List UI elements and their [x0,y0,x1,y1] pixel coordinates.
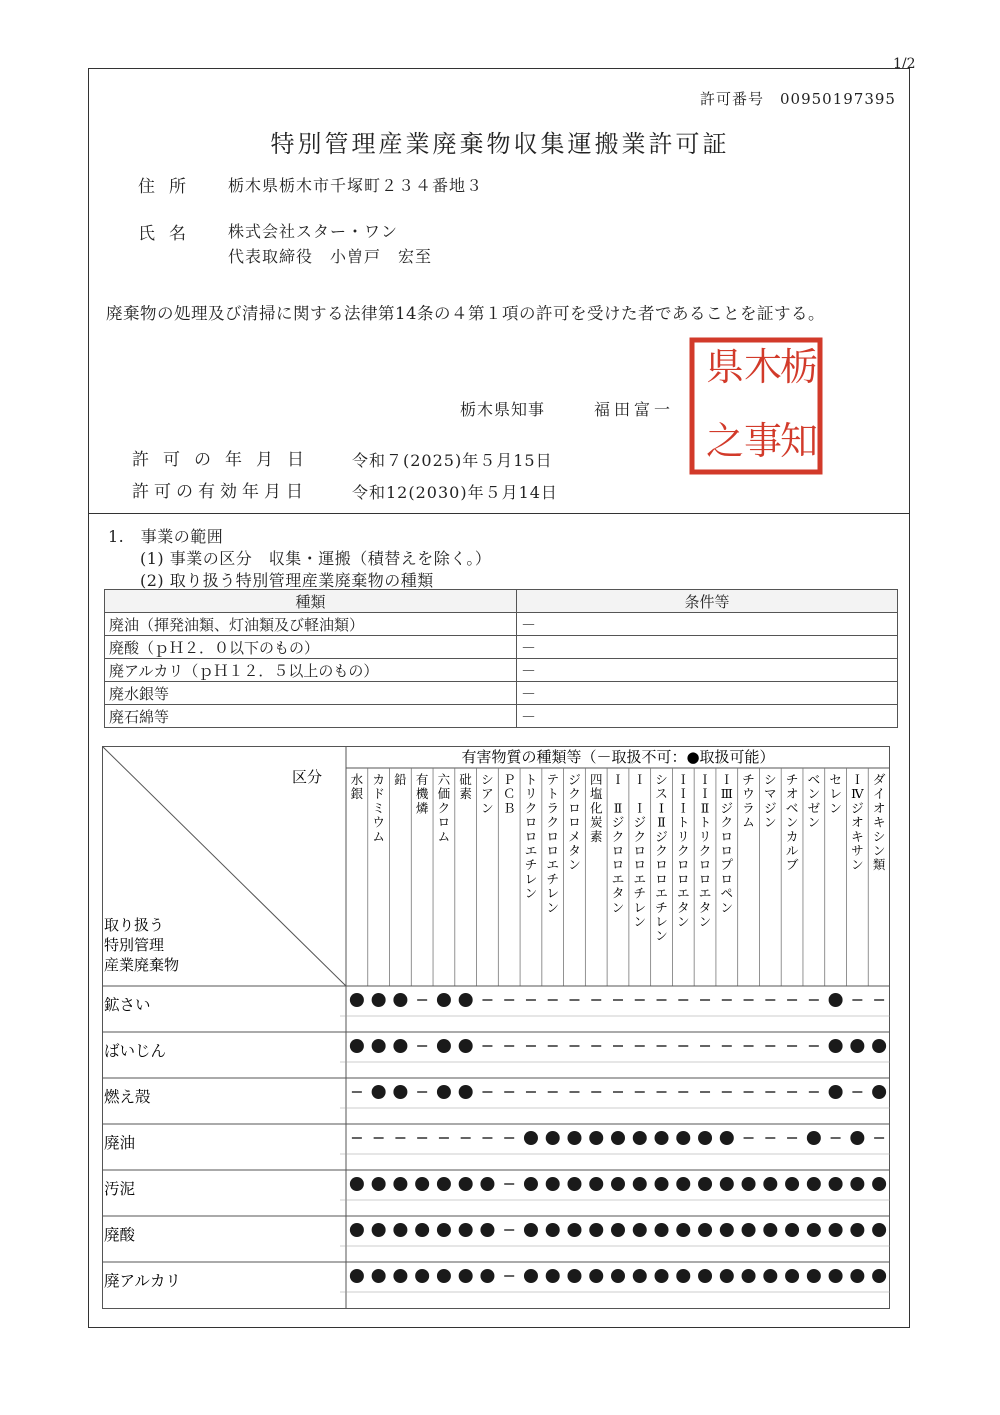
corner-top-label: 区分 [292,768,323,786]
available-dot [698,1177,712,1191]
official-seal [688,336,824,476]
available-dot [524,1177,538,1191]
column-header: 六価クロム [437,772,451,844]
available-dot [459,993,473,1007]
available-dot [393,1039,407,1053]
available-dot [807,1223,821,1237]
column-header: カドミウム [372,772,385,844]
waste-type-cell: 廃水銀等 [105,682,517,705]
available-dot [437,1177,451,1191]
waste-types-heading: (2) 取り扱う特別管理産業廃棄物の種類 [140,571,434,590]
available-dot [546,1131,560,1145]
available-dot [829,1269,843,1283]
row-label: 汚泥 [104,1180,136,1198]
available-dot [372,1223,386,1237]
available-dot [872,1085,886,1099]
available-dot [459,1177,473,1191]
available-dot [350,1223,364,1237]
available-dot [546,1223,560,1237]
permit-date-value: 令和７(2025)年５月15日 [352,451,553,470]
available-dot [829,1085,843,1099]
available-dot [524,1223,538,1237]
available-dot [850,1039,864,1053]
representative: 代表取締役 小曽戸 宏至 [228,247,433,266]
available-dot [524,1131,538,1145]
available-dot [459,1039,473,1053]
column-header: チウラム [742,772,755,830]
available-dot [850,1269,864,1283]
available-dot [633,1177,647,1191]
condition-header: 条件等 [517,590,898,613]
company-name: 株式会社スター・ワン [228,222,399,241]
available-dot [437,1223,451,1237]
column-header: テトラクロロエチレン [546,772,559,915]
waste-type-cell: 廃石綿等 [105,705,517,728]
page-number: 1/2 [893,56,916,72]
available-dot [763,1269,777,1283]
available-dot [567,1177,581,1191]
available-dot [742,1223,756,1237]
available-dot [480,1177,494,1191]
available-dot [372,1039,386,1053]
available-dot [459,1085,473,1099]
column-header: ベンゼン [807,772,821,830]
available-dot [872,1223,886,1237]
available-dot [459,1223,473,1237]
available-dot [372,1269,386,1283]
waste-type-cell: 廃酸（ｐＨ２．０以下のもの） [105,636,517,659]
waste-type-cell: 廃アルカリ（ｐＨ１２．５以上のもの） [105,659,517,682]
available-dot [567,1131,581,1145]
column-header: 四塩化炭素 [589,772,603,844]
seal-character: 栃 [780,345,819,389]
available-dot [372,1177,386,1191]
available-dot [872,1177,886,1191]
available-dot [742,1177,756,1191]
available-dot [437,1085,451,1099]
column-header: Ｉ Ⅱ ジクロロエタン [611,772,625,915]
condition-cell: － [517,682,898,705]
available-dot [850,1131,864,1145]
column-header: シアン [481,772,494,816]
available-dot [611,1177,625,1191]
available-dot [437,1269,451,1283]
available-dot [546,1177,560,1191]
available-dot [698,1223,712,1237]
table-row [105,705,898,728]
available-dot [807,1177,821,1191]
column-header: Ｉ Ｉジクロロエチレン [633,772,647,929]
available-dot [459,1269,473,1283]
column-header: ＩＩ Ⅱ トリクロロエタン [698,772,712,929]
condition-cell: － [517,659,898,682]
type-header: 種類 [105,590,517,613]
available-dot [829,1177,843,1191]
column-header: 有機燐 [415,772,429,816]
table-row [105,682,898,705]
column-header: トリクロロエチレン [524,772,538,901]
available-dot [633,1131,647,1145]
available-dot [785,1223,799,1237]
available-dot [393,1269,407,1283]
available-dot [546,1269,560,1283]
available-dot [415,1177,429,1191]
available-dot [655,1269,669,1283]
available-dot [633,1223,647,1237]
corner-bottom-label: 取り扱う [104,916,165,934]
table-row [105,659,898,682]
column-header: 砒素 [459,772,472,802]
available-dot [872,1269,886,1283]
available-dot [720,1269,734,1283]
available-dot [763,1177,777,1191]
valid-date-label: 許可の有効年月日 [132,482,308,502]
available-dot [350,1177,364,1191]
table-row [105,636,898,659]
column-header: ダイオキシン類 [872,772,886,873]
waste-type-cell: 廃油（揮発油類、灯油類及び軽油類） [105,613,517,636]
available-dot [372,1085,386,1099]
condition-cell: － [517,705,898,728]
column-header: 鉛 [394,772,407,787]
available-dot [698,1269,712,1283]
row-label: 廃油 [104,1134,136,1152]
available-dot [415,1269,429,1283]
row-label: 燃え殻 [104,1088,151,1106]
row-label: 廃アルカリ [104,1272,181,1290]
available-dot [350,1269,364,1283]
available-dot [589,1177,603,1191]
governor-title: 栃木県知事 [460,400,546,419]
seal-character: 事 [744,419,783,463]
available-dot [589,1131,603,1145]
available-dot [807,1269,821,1283]
available-dot [372,993,386,1007]
column-header: ＰＣＢ [502,772,516,816]
available-dot [785,1269,799,1283]
available-dot [480,1223,494,1237]
available-dot [676,1131,690,1145]
available-dot [480,1269,494,1283]
condition-cell: － [517,613,898,636]
available-dot [850,1223,864,1237]
available-dot [567,1223,581,1237]
available-dot [807,1131,821,1145]
governor-name: 福田富一 [594,400,675,419]
available-dot [829,993,843,1007]
address-label: 住所 [138,177,200,197]
column-header: 水銀 [350,772,364,802]
available-dot [872,1039,886,1053]
available-dot [524,1269,538,1283]
available-dot [742,1269,756,1283]
column-header: ジクロロメタン [568,772,581,873]
available-dot [567,1269,581,1283]
available-dot [393,1085,407,1099]
seal-character: 木 [744,345,783,389]
available-dot [437,1039,451,1053]
available-dot [393,993,407,1007]
available-dot [785,1177,799,1191]
name-label: 氏名 [138,224,200,244]
column-header: Ｉ Ⅲ ジクロロプロペン [720,772,734,915]
seal-character: 知 [780,419,819,463]
permit-date-label: 許可の年月日 [132,450,318,470]
available-dot [763,1223,777,1237]
corner-bottom-label: 産業廃棄物 [104,956,180,974]
available-dot [720,1131,734,1145]
row-label: 鉱さい [104,996,151,1014]
available-dot [633,1269,647,1283]
corner-bottom-label: 特別管理 [104,936,165,954]
available-dot [611,1269,625,1283]
available-dot [655,1177,669,1191]
available-dot [611,1131,625,1145]
available-dot [720,1177,734,1191]
available-dot [720,1223,734,1237]
available-dot [437,993,451,1007]
waste-types-table [104,589,898,728]
column-header: ＩＩＩトリクロロエタン [677,772,690,929]
column-header: Ｉ Ⅳ ジオキサン [851,772,864,873]
column-header: シス Ⅰ Ⅱ ジクロロエチレン [655,772,668,944]
row-label: 廃酸 [104,1226,136,1244]
condition-cell: － [517,636,898,659]
section-divider [88,513,910,514]
seal-character: 県 [706,345,745,389]
matrix-header: 有害物質の種類等（－取扱不可：●取扱可能） [461,748,775,766]
available-dot [850,1177,864,1191]
available-dot [655,1223,669,1237]
available-dot [393,1223,407,1237]
section-heading: 1. 事業の範囲 [108,527,224,546]
table-row [105,613,898,636]
available-dot [350,1039,364,1053]
document-title: 特別管理産業廃棄物収集運搬業許可証 [270,130,730,158]
valid-date-value: 令和12(2030)年５月14日 [352,483,558,502]
column-header: シマジン [764,772,777,830]
column-header: セレン [829,772,842,816]
column-header: チオベンカルブ [785,772,799,873]
available-dot [829,1223,843,1237]
address-value: 栃木県栃木市千塚町２３４番地３ [228,176,484,195]
seal-character: 之 [706,419,745,463]
certify-text: 廃棄物の処理及び清掃に関する法律第14条の４第１項の許可を受けた者であることを証する。 [106,304,825,323]
available-dot [415,1223,429,1237]
available-dot [589,1269,603,1283]
permit-number: 許可番号 00950197395 [700,90,896,108]
business-category: (1) 事業の区分 収集・運搬（積替えを除く。） [140,549,492,568]
available-dot [589,1223,603,1237]
available-dot [676,1269,690,1283]
available-dot [829,1039,843,1053]
hazardous-substance-matrix [102,746,890,1310]
available-dot [676,1223,690,1237]
row-label: ばいじん [104,1042,167,1060]
available-dot [350,993,364,1007]
available-dot [698,1131,712,1145]
available-dot [655,1131,669,1145]
available-dot [393,1177,407,1191]
available-dot [676,1177,690,1191]
available-dot [611,1223,625,1237]
